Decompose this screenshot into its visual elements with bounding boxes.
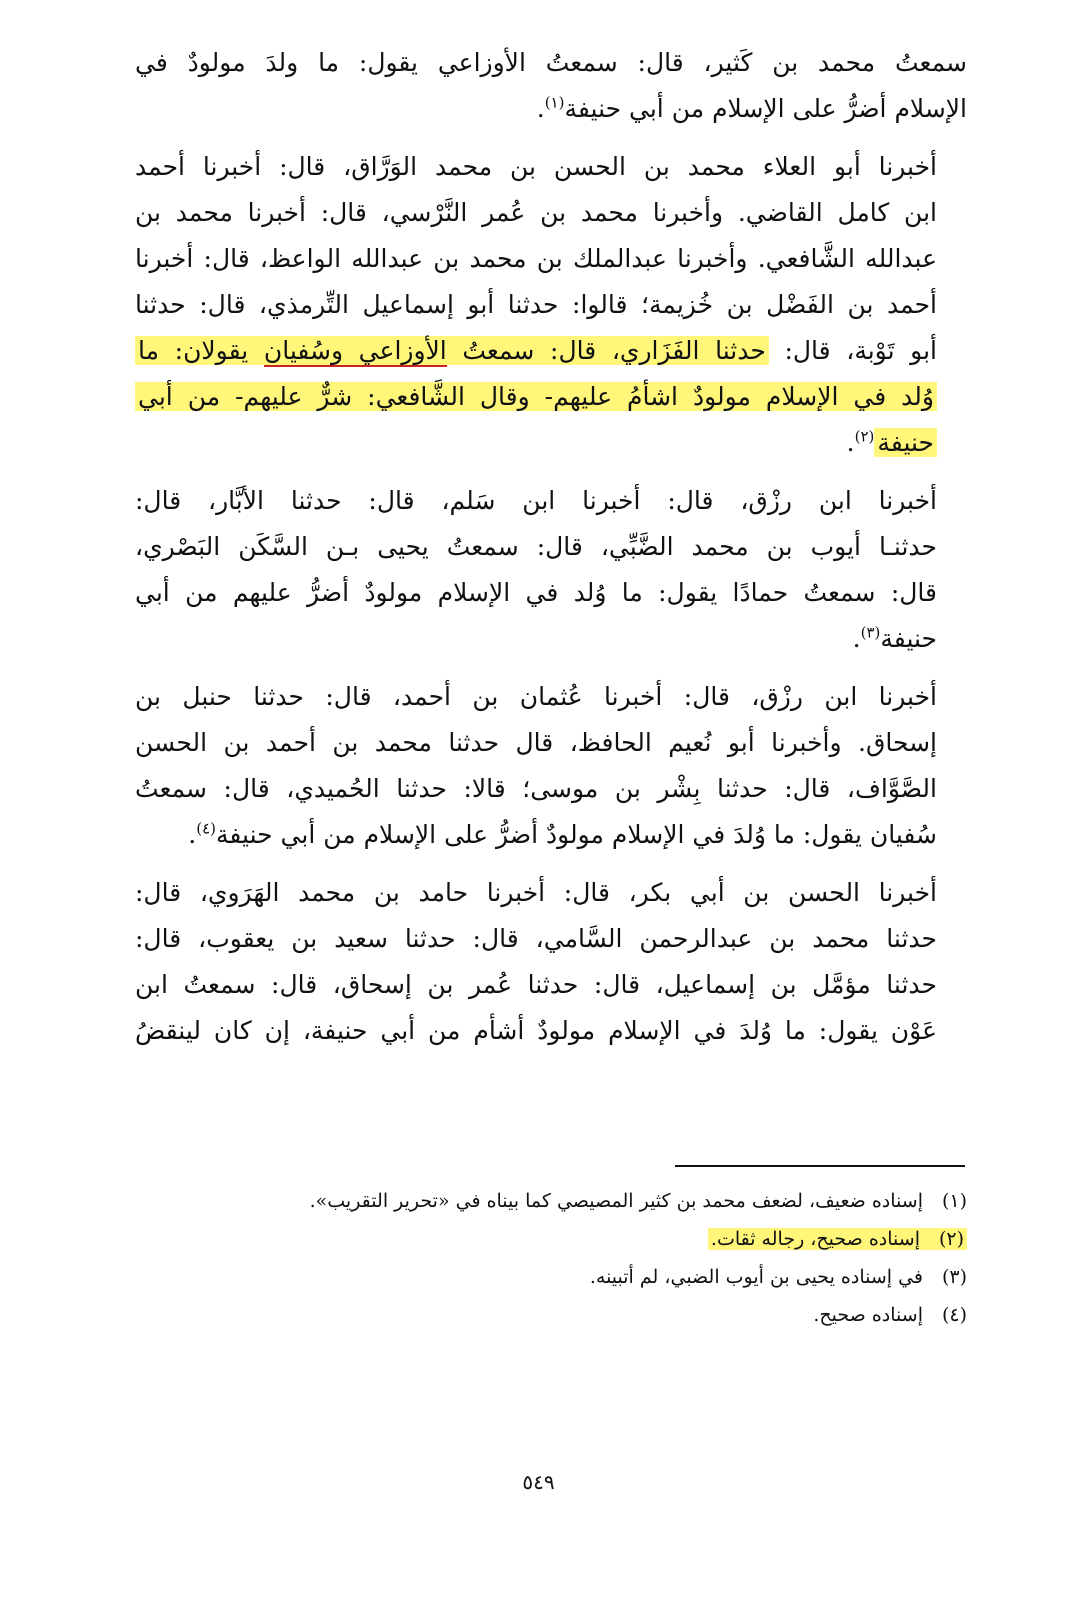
text-segment: حدثنا الفَزَاري، قال: سمعتُ: [462, 336, 766, 365]
footnote-text: في إسناده يحيى بن أيوب الضبي، لم أتبينه.: [589, 1266, 923, 1288]
highlighted-text: [135, 336, 769, 365]
text-segment: سُفيان يقول: ما وُلدَ في الإسلام مولودٌ أضرُّ على الإسلام من أبي حنيفة: [215, 820, 937, 849]
paragraph-5: [135, 870, 967, 1054]
footnote-number: (٣): [941, 1266, 967, 1288]
text-line: حدثنا محمد بن عبدالرحمن السَّامي، قال: حدثنا سعيد بن يعقوب، قال:: [135, 924, 937, 953]
paragraph-1: [135, 40, 967, 132]
page-number: ٥٤٩: [522, 1470, 555, 1494]
text-line: حدثنـا أيوب بن محمد الضَّبِّي، قال: سمعتُ يحيى بـن السَّكَن البَصْري،: [135, 532, 937, 561]
footnote-item: [135, 1258, 967, 1296]
text-line: أخبرنا ابن رزْق، قال: أخبرنا ابن سَلم، قال: حدثنا الأبَّار، قال:: [135, 486, 937, 515]
text-line: إسحاق. وأخبرنا أبو نُعيم الحافظ، قال حدثنا محمد بن أحمد بن الحسن: [135, 728, 937, 757]
text-line: أخبرنا ابن رزْق، قال: أخبرنا عُثمان بن أحمد، قال: حدثنا حنبل بن: [135, 682, 937, 711]
text-segment: .: [188, 820, 197, 849]
footnote-item: [135, 1296, 967, 1334]
footnote-text: إسناده صحيح، رجاله ثقات.: [710, 1228, 920, 1250]
footnote-number: (١): [941, 1190, 967, 1212]
footnote-item: [135, 1220, 967, 1258]
footnote-ref: (١): [544, 93, 565, 112]
paragraph-4: [135, 674, 967, 858]
text-line: أخبرنا أبو العلاء محمد بن الحسن بن محمد الوَرَّاق، قال: أخبرنا أحمد: [135, 152, 937, 181]
text-line: ابن كامل القاضي. وأخبرنا محمد بن عُمر النَّرْسي، قال: أخبرنا محمد بن: [135, 198, 937, 227]
text-segment: .: [536, 94, 545, 123]
footnote-number: (٤): [941, 1304, 967, 1326]
text-line: [135, 616, 967, 662]
text-line: أخبرنا الحسن بن أبي بكر، قال: أخبرنا حامد بن محمد الهَرَوي، قال:: [135, 878, 937, 907]
main-text: [135, 40, 967, 1066]
text-segment: أبو تَوْبة، قال:: [784, 336, 938, 365]
text-line: قال: سمعتُ حمادًا يقول: ما وُلد في الإسلام مولودٌ أضرُّ عليهم من أبي: [135, 578, 937, 607]
text-line: عبدالله الشَّافعي. وأخبرنا عبدالملك بن محمد بن عبدالله الواعظ، قال: أخبرنا: [135, 244, 937, 273]
footnote-ref: (٣): [860, 623, 881, 642]
footnote-number: (٢): [938, 1228, 964, 1250]
footnote-ref: (٤): [196, 819, 216, 838]
text-line: [135, 328, 967, 374]
text-line: [135, 86, 967, 132]
footnote-text: إسناده ضعيف، لضعف محمد بن كثير المصيصي كما بيناه في «تحرير التقريب».: [309, 1190, 923, 1212]
text-line: [135, 374, 967, 420]
text-line: سمعتُ محمد بن كَثير، قال: سمعتُ الأوزاعي يقول: ما ولدَ مولودٌ في: [135, 48, 967, 77]
text-line: [135, 420, 967, 466]
paragraph-3: [135, 478, 967, 662]
text-line: أحمد بن الفَضْل بن خُزيمة؛ قالوا: حدثنا أبو إسماعيل التِّرمذي، قال: حدثنا: [135, 290, 937, 319]
text-line: [135, 812, 967, 858]
footnote-divider: [675, 1165, 965, 1167]
text-segment: .: [852, 624, 861, 653]
text-segment: الإسلام أضرُّ على الإسلام من أبي حنيفة: [564, 94, 967, 123]
text-line: عَوْن يقول: ما وُلدَ في الإسلام مولودٌ أشأم من أبي حنيفة، إن كان لينقضُ: [135, 1016, 937, 1045]
footnote-text: إسناده صحيح.: [813, 1304, 923, 1326]
highlighted-text: وُلد في الإسلام مولودٌ اشأمُ عليهم- وقال الشَّافعي: شرٌّ عليهم- من أبي: [135, 382, 937, 411]
text-segment: حنيفة: [880, 624, 937, 653]
underlined-text: الأوزاعي وسُفيان: [263, 336, 447, 365]
text-line: الصَّوَّاف، قال: حدثنا بِشْر بن موسى؛ قالا: حدثنا الحُميدي، قال: سمعتُ: [135, 774, 937, 803]
text-segment: يقولان: ما: [138, 336, 249, 365]
highlighted-text: [708, 1228, 967, 1250]
text-line: حدثنا مؤمَّل بن إسماعيل، قال: حدثنا عُمر بن إسحاق، قال: سمعتُ ابن: [135, 970, 937, 999]
paragraph-2: [135, 144, 967, 466]
highlighted-text: حنيفة: [874, 428, 937, 457]
footnote-item: [135, 1182, 967, 1220]
footnote-ref: (٢): [854, 427, 875, 446]
text-segment: .: [846, 428, 855, 457]
footnotes: [135, 1182, 967, 1334]
